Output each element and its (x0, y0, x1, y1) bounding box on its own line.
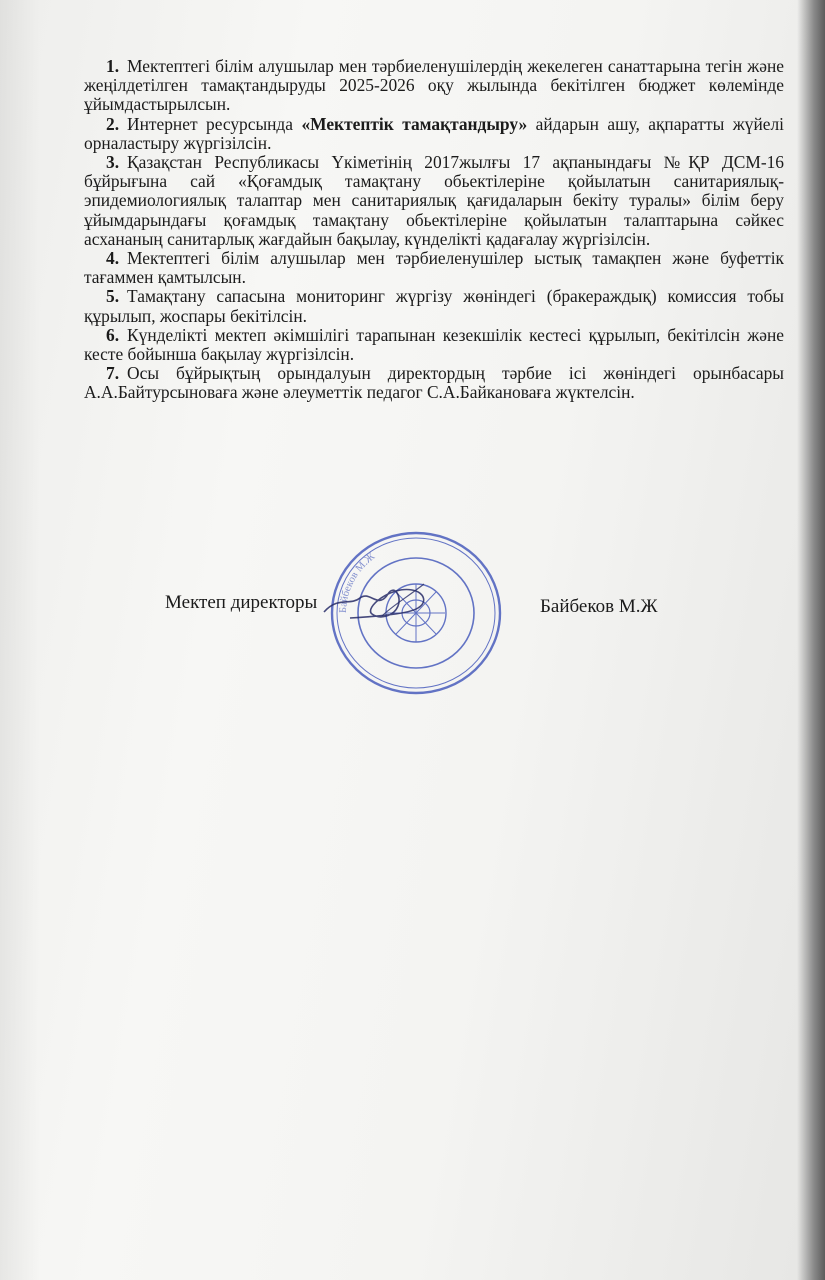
director-title: Мектеп директоры (165, 592, 318, 613)
page-edge-right (797, 0, 825, 1280)
order-item-5 (84, 287, 784, 325)
item-number: 3. (106, 152, 120, 173)
item-text-before: Интернет ресурсында (127, 113, 302, 134)
item-number: 7. (106, 363, 120, 384)
item-text: Тамақтану сапасына мониторинг жүргізу жөніндегі (бракераждық) комиссия тобы құрылып, жоспары бекітілсін. (84, 286, 784, 326)
item-number: 5. (106, 286, 120, 307)
item-number: 1. (106, 56, 120, 76)
order-item-7 (84, 364, 784, 402)
item-number: 2. (106, 113, 120, 134)
order-item-2 (84, 115, 784, 153)
item-number: 4. (106, 248, 120, 269)
item-text: Күнделікті мектеп әкімшілігі тарапынан кезекшілік кестесі құрылып, бекітілсін және кесте бойынша бақылау жүргізілсін. (84, 324, 784, 365)
director-name: Байбеков М.Ж (540, 596, 658, 617)
item-number: 6. (106, 324, 120, 345)
order-item-6 (84, 326, 784, 364)
item-text: Қазақстан Республикасы Үкіметінің 2017жылғы 17 ақпанындағы №ҚР ДСМ-16 бұйрығына сай «Қоғамдық тамақтану обьектілеріне қойылатын санитариялық-эпидемиологиялық талаптар мен санитариялық қағидаларын бекіту туралы» білім беру ұйымдарындағы қоғамдық тамақтану обьектілеріне қойылатын талаптарына сәйкес асхананың санитарлық жағдайын бақылау, күнделікті қадағалау жүргізілсін. (84, 152, 784, 249)
item-text: Мектептегі білім алушылар мен тәрбиеленушілердің жекелеген санаттарына тегін және жеңілдетілген тамақтандыруды 2025-2026 оқу жылында бекітілген бюджет көлемінде ұйымдастырылсын. (84, 56, 784, 115)
item-text-after: айдарын ашу, ақпаратты жүйелі орналастыру жүргізілсін. (84, 113, 784, 153)
order-item-1 (84, 57, 784, 115)
director-signature (320, 576, 440, 628)
item-section-title: «Мектептік тамақтандыру» (301, 113, 528, 134)
page-shadow-left (0, 0, 40, 1280)
order-item-3 (84, 153, 784, 249)
seal-ring-text: Байбеков М.Ж (337, 551, 378, 614)
order-items (84, 57, 784, 403)
item-text: Осы бұйрықтың орындалуын директордың тәрбие ісі жөніндегі орынбасары А.А.Байтурсыноваға және әлеуметтік педагог С.А.Байкановаға жүктелсін. (84, 363, 784, 403)
item-text: Мектептегі білім алушылар мен тәрбиеленушілер ыстық тамақпен және буфеттік тағаммен қамтылсын. (84, 248, 784, 288)
order-item-4 (84, 249, 784, 287)
